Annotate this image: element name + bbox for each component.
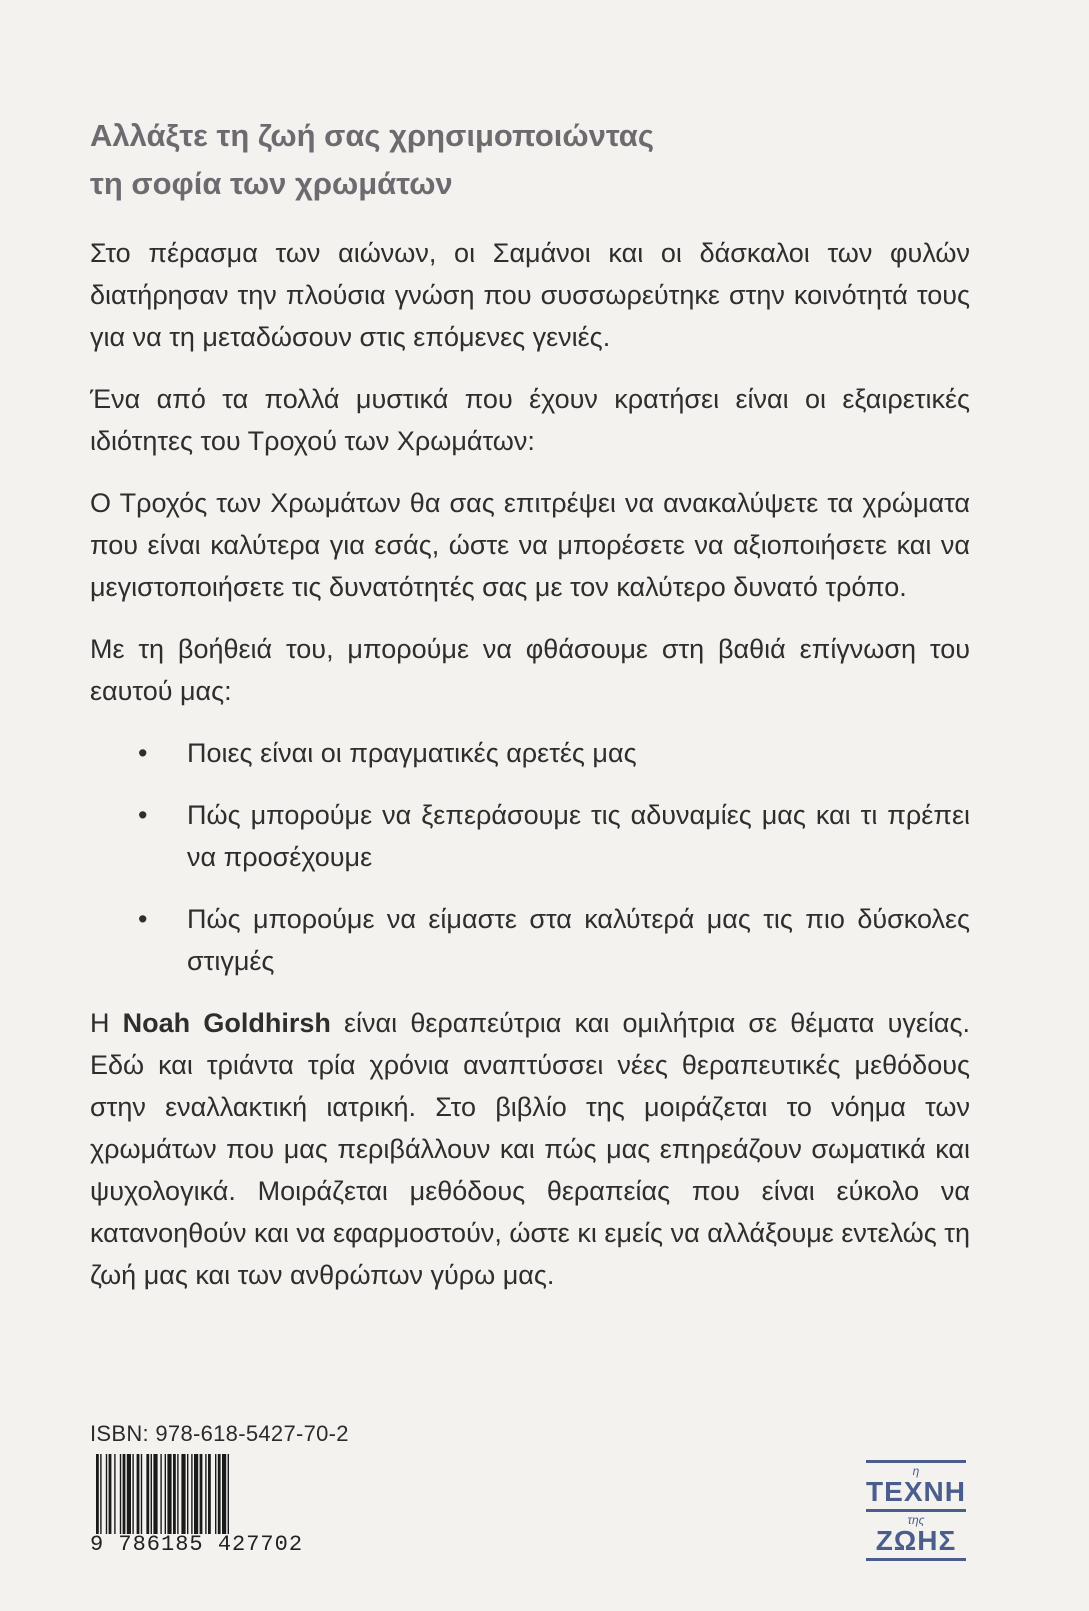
list-item bbox=[90, 898, 970, 982]
author-bio-prefix: Η bbox=[90, 1008, 123, 1038]
isbn-label: ISBN: 978-618-5427-70-2 bbox=[90, 1421, 349, 1446]
author-bio bbox=[90, 1002, 970, 1296]
author-name: Noah Goldhirsh bbox=[122, 1008, 331, 1038]
list-item bbox=[90, 732, 970, 774]
paragraph-4: Με τη βοήθειά του, μπορούμε να φθάσουμε στη βαθιά επίγνωση του εαυτού μας: bbox=[90, 634, 970, 706]
author-bio-text: είναι θεραπεύτρια και ομιλήτρια σε θέματα υγείας. Εδώ και τριάντα τρία χρόνια αναπτύσσει νέες θεραπευτικές μεθόδους στην εναλλακτική ιατρική. Στο βιβλίο της μοιράζεται το νόημα των χρωμάτων που μας περιβάλλουν και πώς μας επηρεάζουν σωματικά και ψυχολογικά. Μοιράζεται μεθόδους θεραπείας που είναι εύκολο να κατανοηθούν και να εφαρμοστούν, ώστε κι εμείς να αλλάξουμε εντελώς τη ζωή μας και των ανθρώπων γύρω μας. bbox=[90, 1008, 970, 1290]
bullet-icon: • bbox=[138, 800, 148, 830]
list-item-text: Πώς μπορούμε να είμαστε στα καλύτερά μας τις πιο δύσκολες στιγμές bbox=[187, 904, 970, 976]
logo-word-2: ΖΩΗΣ bbox=[875, 1525, 957, 1556]
logo-word-1: ΤΕΧΝΗ bbox=[866, 1476, 966, 1507]
heading-line-2: τη σοφία των χρωμάτων bbox=[90, 166, 453, 201]
back-cover-heading bbox=[90, 112, 790, 208]
list-item bbox=[90, 794, 970, 878]
list-item-text: Πώς μπορούμε να ξεπεράσουμε τις αδυναμίες μας και τι πρέπει να προσέχουμε bbox=[187, 800, 970, 872]
list-item-text: Ποιες είναι οι πραγματικές αρετές μας bbox=[187, 738, 637, 768]
logo-small-mid: της bbox=[907, 1513, 925, 1527]
paragraph-2: Ένα από τα πολλά μυστικά που έχουν κρατήσει είναι οι εξαιρετικές ιδιότητες του Τροχού των Χρωμάτων: bbox=[90, 384, 970, 456]
barcode-digits: 9 786185 427702 bbox=[90, 1532, 304, 1557]
publisher-logo bbox=[866, 1458, 966, 1563]
heading-line-1: Αλλάξτε τη ζωή σας χρησιμοποιώντας bbox=[90, 118, 654, 153]
bullet-icon: • bbox=[138, 738, 148, 768]
logo-small-top: η bbox=[912, 1464, 920, 1478]
paragraph-3: Ο Τροχός των Χρωμάτων θα σας επιτρέψει να ανακαλύψετε τα χρώματα που είναι καλύτερα για εσάς, ώστε να μπορέσετε να αξιοποιήσετε και να μεγιστοποιήσετε τις δυνατότητές σας με τον καλύτερο δυνατό τρόπο. bbox=[90, 488, 970, 602]
logo-rule bbox=[866, 1460, 966, 1463]
logo-rule bbox=[866, 1558, 966, 1561]
bullet-icon: • bbox=[138, 904, 148, 934]
logo-rule bbox=[866, 1509, 966, 1512]
barcode-image bbox=[90, 1454, 340, 1534]
paragraph-1: Στο πέρασμα των αιώνων, οι Σαμάνοι και οι δάσκαλοι των φυλών διατήρησαν την πλούσια γνώση που συσσωρεύτηκε στην κοινότητά τους για να τη μεταδώσουν στις επόμενες γενιές. bbox=[90, 238, 970, 352]
benefits-list bbox=[90, 732, 970, 982]
isbn-block bbox=[90, 1420, 350, 1558]
blurb-body bbox=[90, 232, 970, 1316]
